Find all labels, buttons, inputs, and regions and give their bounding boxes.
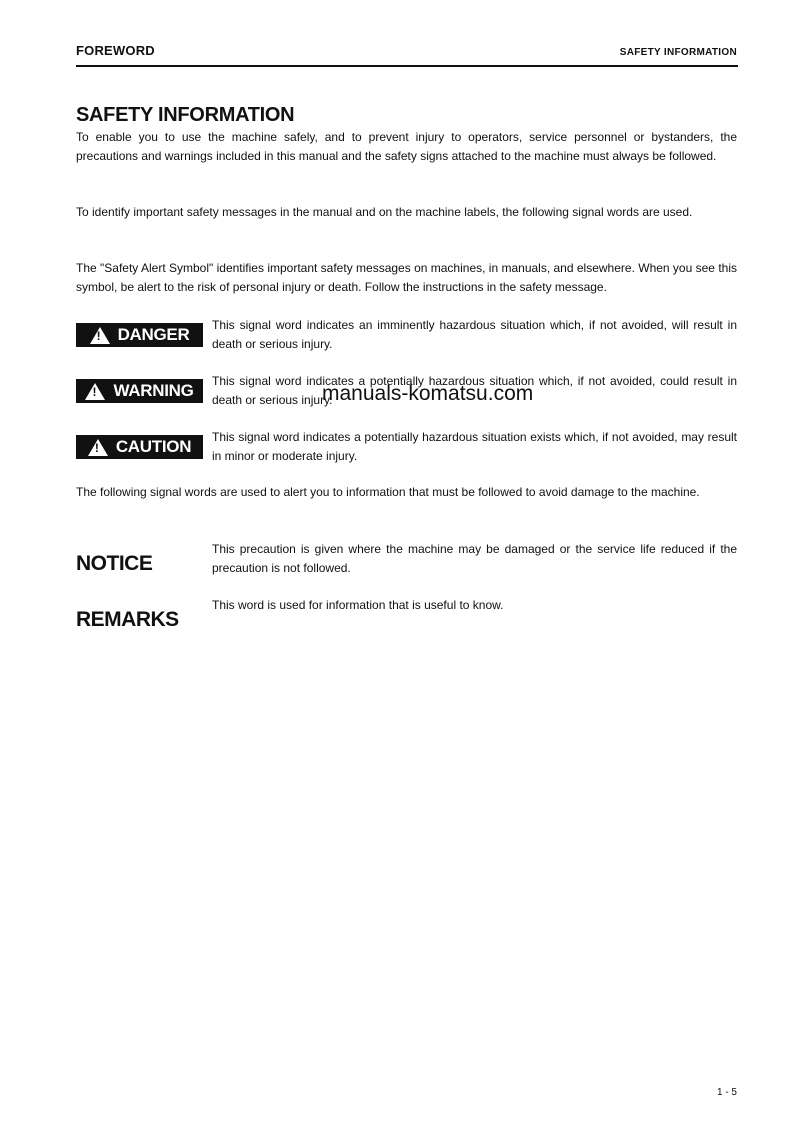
remarks-label: REMARKS <box>76 608 179 631</box>
header-divider <box>76 65 738 67</box>
damage-paragraph: The following signal words are used to alert you to information that must be followed to avoid damage to the machine. <box>76 485 700 499</box>
warning-triangle-icon <box>88 439 108 456</box>
signal-words-paragraph: To identify important safety messages in the manual and on the machine labels, the following signal words are used. <box>76 205 693 219</box>
alert-symbol-paragraph: The "Safety Alert Symbol" identifies important safety messages on machines, in manuals, and elsewhere. When you see this symbol, be alert to the risk of personal injury or death. Follow the instructions in the safety message. <box>76 261 737 294</box>
caution-label: CAUTION <box>115 437 192 456</box>
notice-row <box>76 540 737 580</box>
page-number: 1 - 5 <box>716 1087 737 1098</box>
signal-row-danger <box>76 316 737 356</box>
danger-description: This signal word indicates an imminently hazardous situation which, if not avoided, will result in death or serious injury. <box>212 318 737 351</box>
warning-badge <box>76 379 203 403</box>
danger-label: DANGER <box>117 325 190 344</box>
notice-description: This precaution is given where the machine may be damaged or the service life reduced if the precaution is not followed. <box>212 542 737 575</box>
remarks-row <box>76 596 737 636</box>
danger-badge <box>76 323 203 347</box>
header-section-title: FOREWORD <box>76 43 155 58</box>
page-title: SAFETY INFORMATION <box>76 104 295 126</box>
warning-triangle-icon <box>90 327 110 344</box>
intro-paragraph: To enable you to use the machine safely, and to prevent injury to operators, service personnel or bystanders, the precautions and warnings included in this manual and the safety signs attached to the machine must always be followed. <box>76 130 737 163</box>
notice-label: NOTICE <box>76 552 153 575</box>
warning-triangle-icon <box>85 383 105 400</box>
watermark-text: manuals-komatsu.com <box>322 382 534 405</box>
warning-description: This signal word indicates a potentially hazardous situation which, if not avoided, could result in death or serious injury. <box>212 374 737 407</box>
remarks-description: This word is used for information that is useful to know. <box>212 598 504 612</box>
caution-badge <box>76 435 203 459</box>
header-page-topic: SAFETY INFORMATION <box>619 47 737 58</box>
signal-row-caution <box>76 428 737 468</box>
caution-description: This signal word indicates a potentially hazardous situation exists which, if not avoided, may result in minor or moderate injury. <box>212 430 737 463</box>
warning-label: WARNING <box>113 381 194 400</box>
